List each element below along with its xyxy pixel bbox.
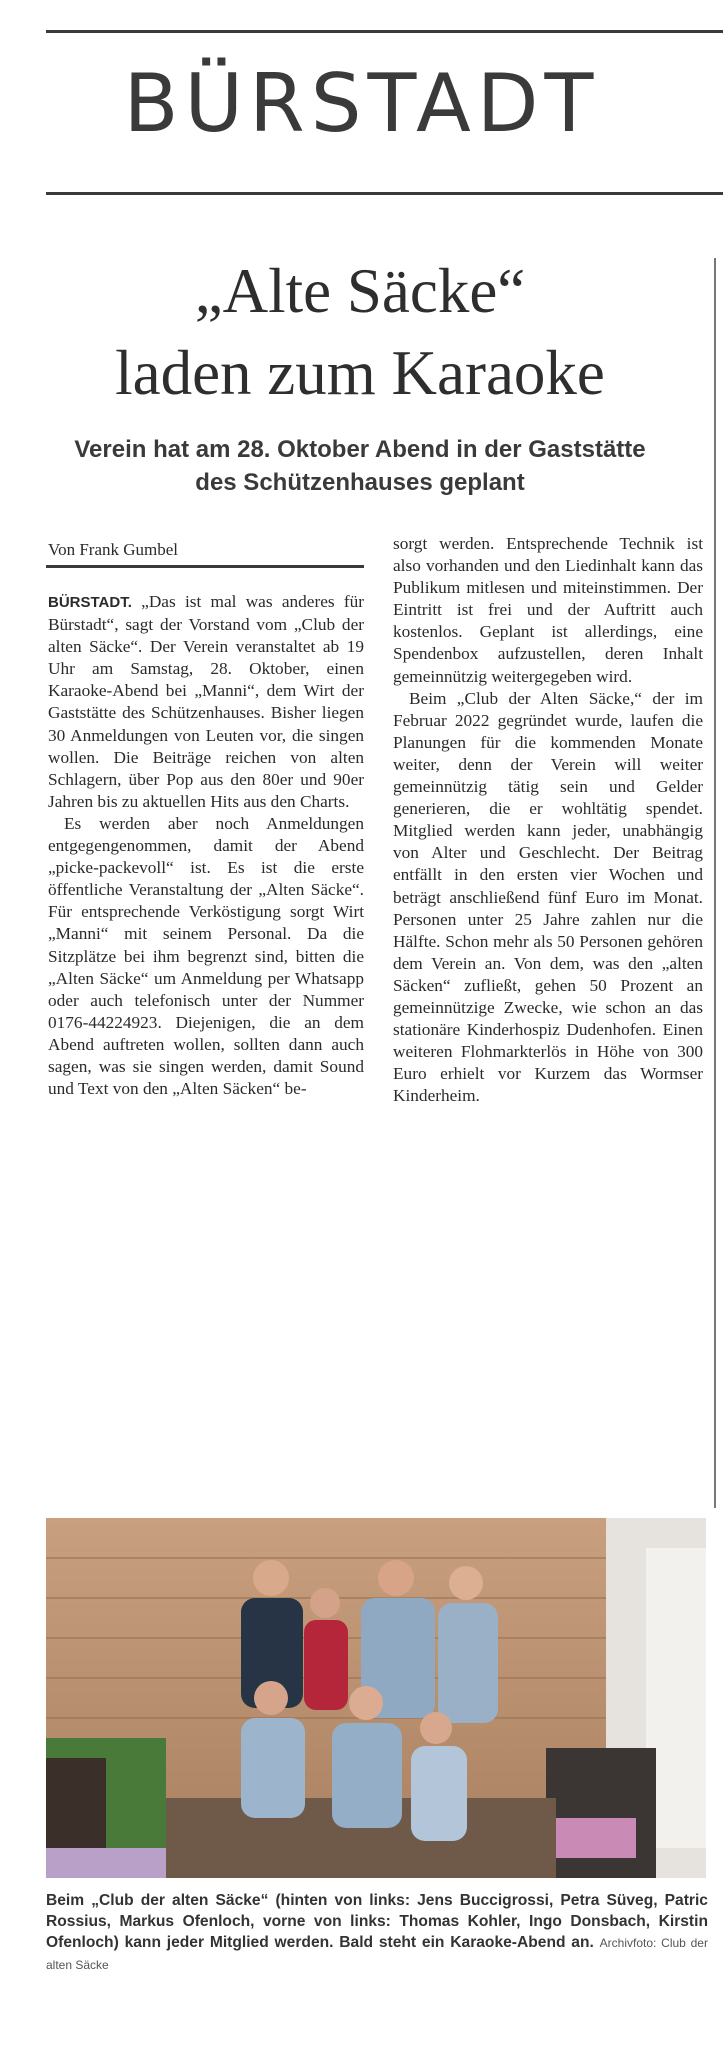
paragraph: Beim „Club der Alten Säcke,“ der im Februar 2022 gegründet wurde, laufen die Planungen für die kommenden Monate weiter, denn der Verein will weiter gemeinnützig tätig sein und Gelder generieren, die er wohltätig spendet. Mitglied werden kann jeder, unabhängig von Alter und Geschlecht. Der Beitrag entfällt in den ersten vier Wochen und beträgt anschließend fünf Euro im Monat. Personen unter 25 Jahre zahlen nur die Hälfte. Schon mehr als 50 Personen gehören dem Verein an. Von dem, was den „alten Säcken“ zufließt, gehen 50 Prozent an gemeinnützige Zwecke, wie schon an das stationäre Kinderhospiz Dudenhofen. Einen weiteren Flohmarkterlös in Höhe von 300 Euro erhielt vor Kurzem das Wormser Kinderheim. — [393, 688, 703, 1106]
article-subhead — [40, 433, 680, 499]
article-column-2 — [393, 533, 703, 1107]
article-headline — [30, 250, 690, 414]
paragraph: Es werden aber noch Anmeldungen entgegengenommen, damit der Abend „picke-packevoll“ ist. Es ist die erste öffentliche Veranstaltung der „Alten Säcke“. Für entsprechende Verköstigung sorgt Wirt „Manni“ mit seinem Personal. Da die Sitzplätze bei ihm begrenzt sind, bitten die „Alten Säcke“ um Anmeldung per Whatsapp oder auch telefonisch unter der Nummer 0176-44224923. Diejenigen, die an dem Abend auftreten wollen, sollten dann auch sagen, was sie singen werden, damit Sound und Text von den „Alten Säcken“ be- — [48, 813, 364, 1099]
byline: Von Frank Gumbel — [48, 540, 179, 559]
byline-rule — [46, 565, 364, 568]
section-rule — [46, 192, 723, 195]
group-photo-illustration — [46, 1518, 706, 1878]
subhead-line-1: Verein hat am 28. Oktober Abend in der Gaststätte — [74, 436, 646, 463]
photo-credit: Archivfoto: Club der alten Säcke — [46, 1936, 708, 1972]
section-title: BÜRSTADT — [123, 57, 600, 150]
dateline: BÜRSTADT. — [48, 594, 132, 611]
top-rule — [46, 30, 723, 33]
column-edge-rule — [714, 258, 716, 1508]
headline-line-1: „Alte Säcke“ — [194, 256, 526, 326]
paragraph: sorgt werden. Entsprechende Technik ist also vorhanden und den Liedinhalt kann das Publikum mitlesen und miteinstimmen. Der Eintritt ist frei und der Auftritt auch kostenlos. Geplant ist allerdings, eine Spendenbox aufzustellen, deren Inhalt gemeinnützig weitergegeben wird. — [393, 534, 703, 686]
article-column-1 — [48, 591, 364, 1100]
photo-caption — [46, 1890, 708, 1976]
subhead-line-2: des Schützenhauses geplant — [195, 469, 525, 496]
paragraph — [48, 591, 364, 813]
caption-text: Beim „Club der alten Säcke“ (hinten von links: Jens Buccigrossi, Petra Süveg, Patric Rossius, Markus Ofenloch, vorne von links: Thomas Kohler, Ingo Donsbach, Kirstin Ofenloch) kann jeder Mitglied werden. Bald steht ein Karaoke-Abend an. — [46, 1892, 708, 1951]
group-photo — [46, 1518, 706, 1878]
headline-line-2: laden zum Karaoke — [115, 338, 605, 408]
paragraph-text: „Das ist mal was anderes für Bürstadt“, sagt der Vorstand vom „Club der alten Säcke“. Der Verein veranstaltet ab 19 Uhr am Samstag, 28. Oktober, einen Karaoke-Abend bei „Manni“, dem Wirt der Gaststätte des Schützenhauses. Bisher liegen 30 Anmeldungen von Leuten vor, die singen wollen. Die Beiträge reichen von alten Schlagern, über Pop aus den 80er und 90er Jahren bis zu aktuellen Hits aus den Charts. — [48, 592, 365, 811]
